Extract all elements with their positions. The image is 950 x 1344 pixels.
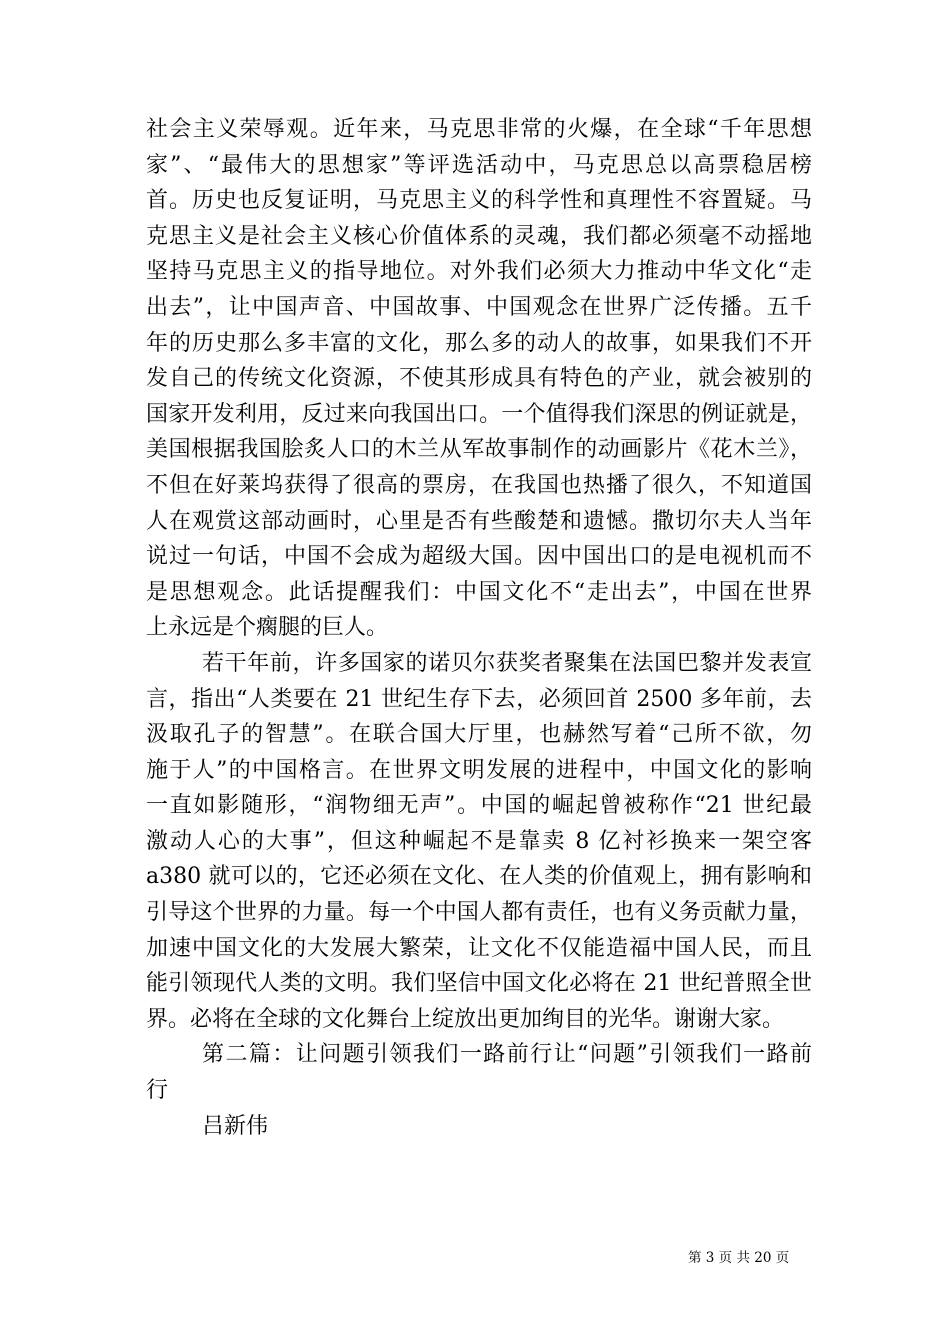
text-line: 激动人心的大事”，但这种崛起不是靠卖 8 亿衬衫换来一架空客 bbox=[146, 828, 812, 854]
text-line: 首。历史也反复证明，马克思主义的科学性和真理性不容置疑。马 bbox=[146, 188, 812, 214]
section-heading-continued: 行 bbox=[146, 1078, 169, 1104]
text-line: 不但在好莱坞获得了很高的票房，在我国也热播了很久，不知道国 bbox=[146, 472, 812, 498]
text-line: 言，指出“人类要在 21 世纪生存下去，必须回首 2500 多年前，去 bbox=[146, 686, 812, 712]
text-line: 若干年前，许多国家的诺贝尔获奖者聚集在法国巴黎并发表宣 bbox=[202, 650, 812, 676]
text-line: 说过一句话，中国不会成为超级大国。因中国出口的是电视机而不 bbox=[146, 544, 812, 570]
text-line: 美国根据我国脍炙人口的木兰从军故事制作的动画影片《花木兰》， bbox=[146, 437, 812, 463]
text-line: a380 就可以的，它还必须在文化、在人类的价值观上，拥有影响和 bbox=[146, 864, 812, 890]
section-heading: 第二篇：让问题引领我们一路前行让“问题”引领我们一路前 bbox=[202, 1042, 812, 1068]
text-line: 家”、“最伟大的思想家”等评选活动中，马克思总以高票稳居榜 bbox=[146, 152, 812, 178]
body-text bbox=[146, 112, 812, 1144]
text-line: 汲取孔子的智慧”。在联合国大厅里，也赫然写着“己所不欲，勿 bbox=[146, 722, 812, 748]
text-line: 上永远是个瘸腿的巨人。 bbox=[146, 615, 389, 641]
text-line: 出去”，让中国声音、中国故事、中国观念在世界广泛传播。五千 bbox=[146, 294, 812, 320]
text-line: 年的历史那么多丰富的文化，那么多的动人的故事，如果我们不开 bbox=[146, 330, 812, 356]
text-line: 施于人”的中国格言。在世界文明发展的进程中，中国文化的影响 bbox=[146, 757, 812, 783]
text-line: 社会主义荣辱观。近年来，马克思非常的火爆，在全球“千年思想 bbox=[146, 117, 812, 142]
text-line: 加速中国文化的大发展大繁荣，让文化不仅能造福中国人民，而且 bbox=[146, 935, 812, 961]
text-line: 是思想观念。此话提醒我们：中国文化不“走出去”，中国在世界 bbox=[146, 579, 812, 605]
text-line: 发自己的传统文化资源，不使其形成具有特色的产业，就会被别的 bbox=[146, 366, 812, 392]
text-line: 国家开发利用，反过来向我国出口。一个值得我们深思的例证就是， bbox=[146, 401, 812, 427]
text-line: 克思主义是社会主义核心价值体系的灵魂，我们都必须毫不动摇地 bbox=[146, 223, 812, 249]
page-number-footer: 第 3 页 共 20 页 bbox=[688, 1250, 790, 1266]
text-line: 界。必将在全球的文化舞台上绽放出更加绚目的光华。谢谢大家。 bbox=[146, 1006, 785, 1032]
text-line: 人在观赏这部动画时，心里是否有些酸楚和遗憾。撒切尔夫人当年 bbox=[146, 508, 812, 534]
text-line: 坚持马克思主义的指导地位。对外我们必须大力推动中华文化“走 bbox=[146, 259, 812, 285]
text-line: 一直如影随形，“润物细无声”。中国的崛起曾被称作“21 世纪最 bbox=[146, 793, 812, 819]
author-name: 吕新伟 bbox=[202, 1113, 269, 1139]
text-line: 能引领现代人类的文明。我们坚信中国文化必将在 21 世纪普照全世 bbox=[146, 971, 812, 997]
text-line: 引导这个世界的力量。每一个中国人都有责任，也有义务贡献力量， bbox=[146, 900, 812, 926]
